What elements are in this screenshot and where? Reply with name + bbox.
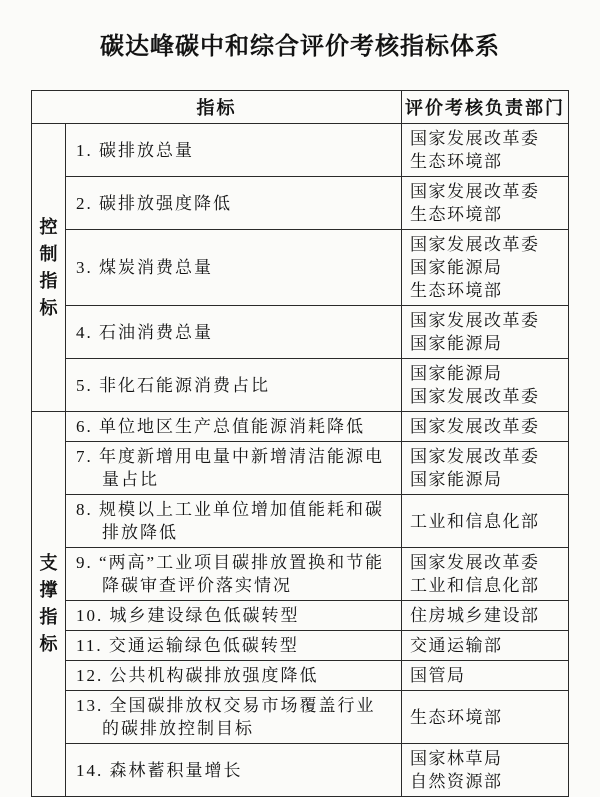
indicator-cell <box>66 306 402 359</box>
department-cell <box>402 230 569 306</box>
department-name: 生态环境部 <box>410 152 503 171</box>
indicator-cell <box>66 744 402 797</box>
indicator-cell <box>66 412 402 442</box>
department-name: 国家发展改革委 <box>410 447 540 466</box>
indicator-text: 13. 全国碳排放权交易市场覆盖行业的碳排放控制目标 <box>76 696 376 738</box>
department-name: 国家发展改革委 <box>410 235 540 254</box>
department-name: 生态环境部 <box>410 205 503 224</box>
indicator-cell <box>66 631 402 661</box>
table-row <box>32 412 569 442</box>
indicator-text: 1. 碳排放总量 <box>76 140 194 160</box>
table-row <box>32 442 569 495</box>
table-row <box>32 495 569 548</box>
indicator-text: 7. 年度新增用电量中新增清洁能源电量占比 <box>76 447 384 489</box>
department-cell <box>402 306 569 359</box>
indicator-text: 10. 城乡建设绿色低碳转型 <box>76 606 300 625</box>
department-cell <box>402 548 569 601</box>
department-name: 国家能源局 <box>410 470 503 489</box>
group-label-cell <box>32 124 66 412</box>
indicator-cell <box>66 442 402 495</box>
indicator-cell <box>66 661 402 691</box>
indicator-text: 6. 单位地区生产总值能源消耗降低 <box>76 417 365 436</box>
department-cell <box>402 359 569 412</box>
indicator-text: 14. 森林蓄积量增长 <box>76 760 243 780</box>
header-row <box>32 91 569 124</box>
table-row <box>32 177 569 230</box>
indicator-text: 12. 公共机构碳排放强度降低 <box>76 666 319 685</box>
indicator-cell <box>66 359 402 412</box>
indicator-cell <box>66 495 402 548</box>
department-cell <box>402 495 569 548</box>
indicator-text: 4. 石油消费总量 <box>76 322 213 342</box>
department-name: 国管局 <box>410 666 466 685</box>
table-row <box>32 230 569 306</box>
indicator-text: 5. 非化石能源消费占比 <box>76 375 270 395</box>
department-name: 国家发展改革委 <box>410 553 540 572</box>
department-name: 国家发展改革委 <box>410 129 540 148</box>
indicator-cell <box>66 124 402 177</box>
department-name: 国家发展改革委 <box>410 182 540 201</box>
indicator-table <box>31 90 569 797</box>
indicator-text: 2. 碳排放强度降低 <box>76 193 232 213</box>
department-name: 国家发展改革委 <box>410 417 540 436</box>
table-row <box>32 601 569 631</box>
indicator-text: 11. 交通运输绿色低碳转型 <box>76 636 299 655</box>
table-row <box>32 306 569 359</box>
department-cell <box>402 412 569 442</box>
indicator-text: 8. 规模以上工业单位增加值能耗和碳排放降低 <box>76 500 384 542</box>
table-row <box>32 631 569 661</box>
table-row <box>32 548 569 601</box>
table-row <box>32 359 569 412</box>
department-name: 国家能源局 <box>410 334 503 353</box>
department-cell <box>402 442 569 495</box>
department-cell <box>402 124 569 177</box>
department-name: 交通运输部 <box>410 636 503 655</box>
department-name: 国家能源局 <box>410 364 503 383</box>
department-name: 住房城乡建设部 <box>410 606 540 625</box>
department-name: 国家发展改革委 <box>410 311 540 330</box>
group-label: 支撑指标 <box>39 553 58 654</box>
department-cell <box>402 601 569 631</box>
indicator-text: 9. “两高”工业项目碳排放置换和节能降碳审查评价落实情况 <box>76 553 385 595</box>
document-page <box>0 26 600 790</box>
indicator-cell <box>66 548 402 601</box>
group-label-cell <box>32 412 66 797</box>
indicator-text: 3. 煤炭消费总量 <box>76 258 213 277</box>
table-row <box>32 661 569 691</box>
page-title: 碳达峰碳中和综合评价考核指标体系 <box>100 34 500 60</box>
department-cell <box>402 744 569 797</box>
column-header-department: 评价考核负责部门 <box>402 91 569 124</box>
group-label: 控制指标 <box>39 216 58 318</box>
department-name: 生态环境部 <box>410 281 503 300</box>
department-name: 工业和信息化部 <box>410 511 540 531</box>
department-cell <box>402 177 569 230</box>
table-row <box>32 691 569 744</box>
department-name: 国家能源局 <box>410 258 503 277</box>
department-name: 工业和信息化部 <box>410 576 540 595</box>
indicator-cell <box>66 230 402 306</box>
department-cell <box>402 691 569 744</box>
table-row <box>32 744 569 797</box>
indicator-cell <box>66 177 402 230</box>
indicator-cell <box>66 691 402 744</box>
department-cell <box>402 631 569 661</box>
table-row <box>32 124 569 177</box>
indicator-cell <box>66 601 402 631</box>
department-cell <box>402 661 569 691</box>
department-name: 国家发展改革委 <box>410 387 540 406</box>
department-name: 自然资源部 <box>410 772 503 791</box>
department-name: 国家林草局 <box>410 749 503 768</box>
department-name: 生态环境部 <box>410 707 503 727</box>
column-header-indicator: 指标 <box>32 91 402 124</box>
